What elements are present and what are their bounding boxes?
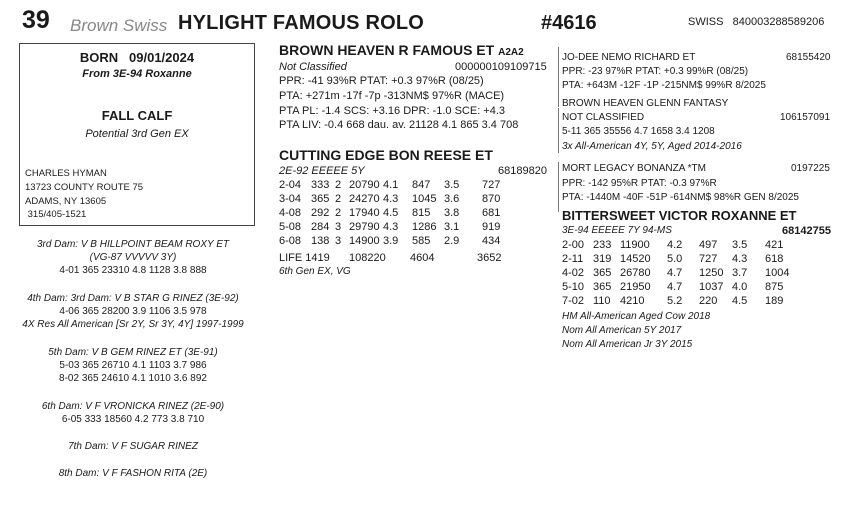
dam-record-cell: 284 xyxy=(311,221,330,233)
dd-record-cell: 110 xyxy=(593,295,611,307)
dam-sub: (VG-87 VVVVV 3Y) xyxy=(89,252,177,263)
dam-record-cell: 3.5 xyxy=(444,179,460,191)
swiss-id: SWISS 840003288589206 xyxy=(688,16,825,28)
top-decoration xyxy=(366,0,456,6)
dam-record-row xyxy=(279,179,529,193)
dam-record-cell: 4.3 xyxy=(383,193,399,205)
ds-line-2: PTA: -1440M -40F -51P -614NM$ 98%R GEN 8/2025 xyxy=(562,192,799,203)
sire-name: BROWN HEAVEN R FAMOUS ET A2A2 xyxy=(279,42,524,58)
dd-record-cell: 365 xyxy=(593,267,612,279)
dd-note-2: Nom All American 5Y 2017 xyxy=(562,325,682,336)
dd-record-cell: 421 xyxy=(765,239,784,251)
animal-info-box xyxy=(19,43,255,226)
sd-record: 5-11 365 35556 4.7 1658 3.4 1208 xyxy=(562,126,715,137)
dam-record: 4-01 365 23310 4.8 1128 3.8 888 xyxy=(59,265,207,276)
dd-note-1: HM All-American Aged Cow 2018 xyxy=(562,311,711,322)
dd-record-cell: 4.7 xyxy=(667,267,683,279)
birth-date: BORN 09/01/2024 xyxy=(79,50,195,65)
dam-record-cell: 3-04 xyxy=(279,193,302,205)
dam-record-cell: 365 xyxy=(311,193,330,205)
dam-record-cell: 1286 xyxy=(412,221,437,233)
dam-record-cell: 292 xyxy=(311,207,330,219)
dd-record-cell: 26780 xyxy=(620,267,651,279)
dd-record-cell: 4.7 xyxy=(667,281,683,293)
dd-record-row xyxy=(562,267,802,281)
sd-class: NOT CLASSIFIED xyxy=(562,112,645,123)
dam-record-cell: 3.9 xyxy=(383,235,399,247)
dam-record-cell: 434 xyxy=(482,235,501,247)
dd-class: 3E-94 EEEEE 7Y 94-MS xyxy=(562,225,672,236)
dam-record-cell: 2.9 xyxy=(444,235,460,247)
dd-record-cell: 319 xyxy=(593,253,612,265)
dd-record-cell: 7-02 xyxy=(562,295,585,307)
dd-record-cell: 21950 xyxy=(620,281,651,293)
dam-record: 6-05 333 18560 4.2 773 3.8 710 xyxy=(61,414,205,425)
dd-record-cell: 4-02 xyxy=(562,267,585,279)
dam-record-cell: 2-04 xyxy=(279,179,302,191)
dam-record-cell: 14900 xyxy=(349,235,380,247)
owner-name: CHARLES HYMAN xyxy=(25,168,107,179)
dd-record-cell: 2-11 xyxy=(562,253,584,265)
sire-line-4: PTA LIV: -0.4 668 dau. av. 21128 4.1 865 3.4 708 xyxy=(279,119,519,131)
ss-name: JO-DEE NEMO RICHARD ET xyxy=(562,52,696,63)
dam-record-cell: 2 xyxy=(335,193,342,205)
dam-record-row xyxy=(279,207,529,221)
sd-note: 3x All-American 4Y, 5Y, Aged 2014-2016 xyxy=(562,141,742,152)
dd-record-cell: 1004 xyxy=(765,267,790,279)
dam-line: 6th Dam: V F VRONICKA RINEZ (2E-90) xyxy=(41,401,225,412)
owner-phone: 315/405-1521 xyxy=(25,209,87,220)
ds-name: MORT LEGACY BONANZA *TM xyxy=(562,163,706,174)
dd-record-cell: 11900 xyxy=(620,239,650,251)
dd-record-cell: 497 xyxy=(699,239,718,251)
dd-record-cell: 1250 xyxy=(699,267,724,279)
dd-record-cell: 4.5 xyxy=(732,295,748,307)
dam-record: 5-03 365 26710 4.1 1103 3.7 986 xyxy=(59,360,207,371)
dd-record-cell: 5.2 xyxy=(667,295,683,307)
dam-id: 68189820 xyxy=(498,165,547,177)
registration-number: #4616 xyxy=(541,12,597,34)
dd-record-cell: 5-10 xyxy=(562,281,585,293)
dam-record-cell: 585 xyxy=(412,235,431,247)
divider xyxy=(558,47,559,107)
dam-record-cell: 3.8 xyxy=(444,207,460,219)
dam-record-cell: 847 xyxy=(412,179,431,191)
dam-record-cell: 3.1 xyxy=(444,221,460,233)
dam-record-cell: 3 xyxy=(335,235,342,247)
dd-record-cell: 4.0 xyxy=(732,281,748,293)
owner-city: ADAMS, NY 13605 xyxy=(25,196,107,207)
dam-record-cell: 2 xyxy=(335,207,342,219)
dd-record-cell: 1037 xyxy=(699,281,724,293)
life-fat: 4604 xyxy=(410,252,435,264)
dd-record-cell: 189 xyxy=(765,295,784,307)
lot-number: 39 xyxy=(22,6,50,34)
dd-record-cell: 2-00 xyxy=(562,239,585,251)
dd-record-cell: 220 xyxy=(699,295,718,307)
dam-record-row xyxy=(279,235,529,249)
dam-record-cell: 5-08 xyxy=(279,221,302,233)
life-milk: 108220 xyxy=(349,252,386,264)
dam-line: 5th Dam: V B GEM RINEZ ET (3E-91) xyxy=(48,347,218,358)
dd-record-row xyxy=(562,295,802,309)
dam-record-cell: 4.5 xyxy=(383,207,399,219)
sire-line-2: PTA: +271m -17f -7p -313NM$ 97%R (MACE) xyxy=(279,90,505,102)
sd-name: BROWN HEAVEN GLENN FANTASY xyxy=(562,98,729,109)
dam-record: 8-02 365 24610 4.1 1010 3.6 892 xyxy=(59,373,207,384)
owner-address: 13723 COUNTY ROUTE 75 xyxy=(25,182,144,193)
dam-record-cell: 20790 xyxy=(349,179,380,191)
dam-line: 8th Dam: V F FASHON RITA (2E) xyxy=(58,468,208,479)
ss-line-2: PTA: +643M -12F -1P -215NM$ 99%R 8/2025 xyxy=(562,80,766,91)
ss-line-1: PPR: -23 97%R PTAT: +0.3 99%R (08/25) xyxy=(562,66,749,77)
dam-record-cell: 4-08 xyxy=(279,207,302,219)
dam-record-cell: 4.1 xyxy=(383,179,399,191)
dam-record-cell: 2 xyxy=(335,179,342,191)
dam-record-cell: 333 xyxy=(311,179,330,191)
dam-record-cell: 815 xyxy=(412,207,431,219)
dam-line: 4th Dam: 3rd Dam: V B STAR G RINEZ (3E-92) xyxy=(27,293,239,304)
dd-record-cell: 3.7 xyxy=(732,267,748,279)
dd-record-cell: 5.0 xyxy=(667,253,683,265)
breed-label: Brown Swiss xyxy=(70,16,168,35)
dam-record-cell: 681 xyxy=(482,207,501,219)
dd-record-row xyxy=(562,239,802,253)
dd-record-cell: 727 xyxy=(699,253,718,265)
dd-id: 68142755 xyxy=(782,225,831,237)
sire-id: 000000109109715 xyxy=(455,61,547,73)
ds-line-1: PPR: -142 95%R PTAT: -0.3 97%R xyxy=(562,178,717,189)
dam-record-cell: 17940 xyxy=(349,207,380,219)
potential: Potential 3rd Gen EX xyxy=(85,128,189,140)
dam-note: 6th Gen EX, VG xyxy=(279,266,351,277)
sire-line-3: PTA PL: -1.4 SCS: +3.16 DPR: -1.0 SCE: +4.3 xyxy=(279,105,506,117)
ds-id: 0197225 xyxy=(791,163,830,174)
dd-record-cell: 618 xyxy=(765,253,784,265)
dam-name: CUTTING EDGE BON REESE ET xyxy=(279,147,493,163)
dd-record-cell: 233 xyxy=(593,239,612,251)
sire-haplotype: A2A2 xyxy=(498,47,524,58)
dd-record-cell: 4210 xyxy=(620,295,645,307)
dd-note-3: Nom All American Jr 3Y 2015 xyxy=(562,339,693,350)
dam-record-cell: 3 xyxy=(335,221,342,233)
dam-record-cell: 1045 xyxy=(412,193,437,205)
dd-record-cell: 365 xyxy=(593,281,612,293)
dam-record-cell: 29790 xyxy=(349,221,380,233)
dd-record-cell: 875 xyxy=(765,281,784,293)
dam-class: 2E-92 EEEEE 5Y xyxy=(279,165,365,177)
sire-line-1: PPR: -41 93%R PTAT: +0.3 97%R (08/25) xyxy=(279,75,484,87)
animal-name: HYLIGHT FAMOUS ROLO xyxy=(178,12,425,34)
dam-record: 4-06 365 28200 3.9 1106 3.5 978 xyxy=(59,306,207,317)
divider xyxy=(558,162,559,212)
dd-record-row xyxy=(562,253,802,267)
dam-record-cell: 919 xyxy=(482,221,501,233)
dam-record-cell: 6-08 xyxy=(279,235,302,247)
dd-record-cell: 4.3 xyxy=(732,253,748,265)
dd-record-cell: 14520 xyxy=(620,253,651,265)
dam-record-cell: 870 xyxy=(482,193,501,205)
from-dam: From 3E-94 Roxanne xyxy=(82,68,192,80)
dam-line: 3rd Dam: V B HILLPOINT BEAM ROXY ET xyxy=(36,239,230,250)
divider xyxy=(558,108,559,153)
dd-record-cell: 3.5 xyxy=(732,239,748,251)
dam-life-row xyxy=(279,252,529,266)
dd-name: BITTERSWEET VICTOR ROXANNE ET xyxy=(562,208,797,223)
dam-line: 7th Dam: V F SUGAR RINEZ xyxy=(68,441,198,452)
dam-record: 4X Res All American [Sr 2Y, Sr 3Y, 4Y] 1997-1999 xyxy=(22,319,244,330)
life-label: LIFE 1419 xyxy=(279,252,330,264)
dam-record-row xyxy=(279,221,529,235)
dam-record-cell: 3.6 xyxy=(444,193,460,205)
ss-id: 68155420 xyxy=(786,52,831,63)
dam-record-cell: 138 xyxy=(311,235,330,247)
calf-class: FALL CALF xyxy=(101,108,173,123)
sd-id: 106157091 xyxy=(780,112,831,123)
sire-classification: Not Classified xyxy=(279,61,347,73)
dam-record-cell: 24270 xyxy=(349,193,380,205)
dam-record-cell: 727 xyxy=(482,179,501,191)
dam-record-cell: 4.3 xyxy=(383,221,399,233)
life-protein: 3652 xyxy=(477,252,502,264)
dd-record-row xyxy=(562,281,802,295)
dd-record-cell: 4.2 xyxy=(667,239,683,251)
dam-record-row xyxy=(279,193,529,207)
